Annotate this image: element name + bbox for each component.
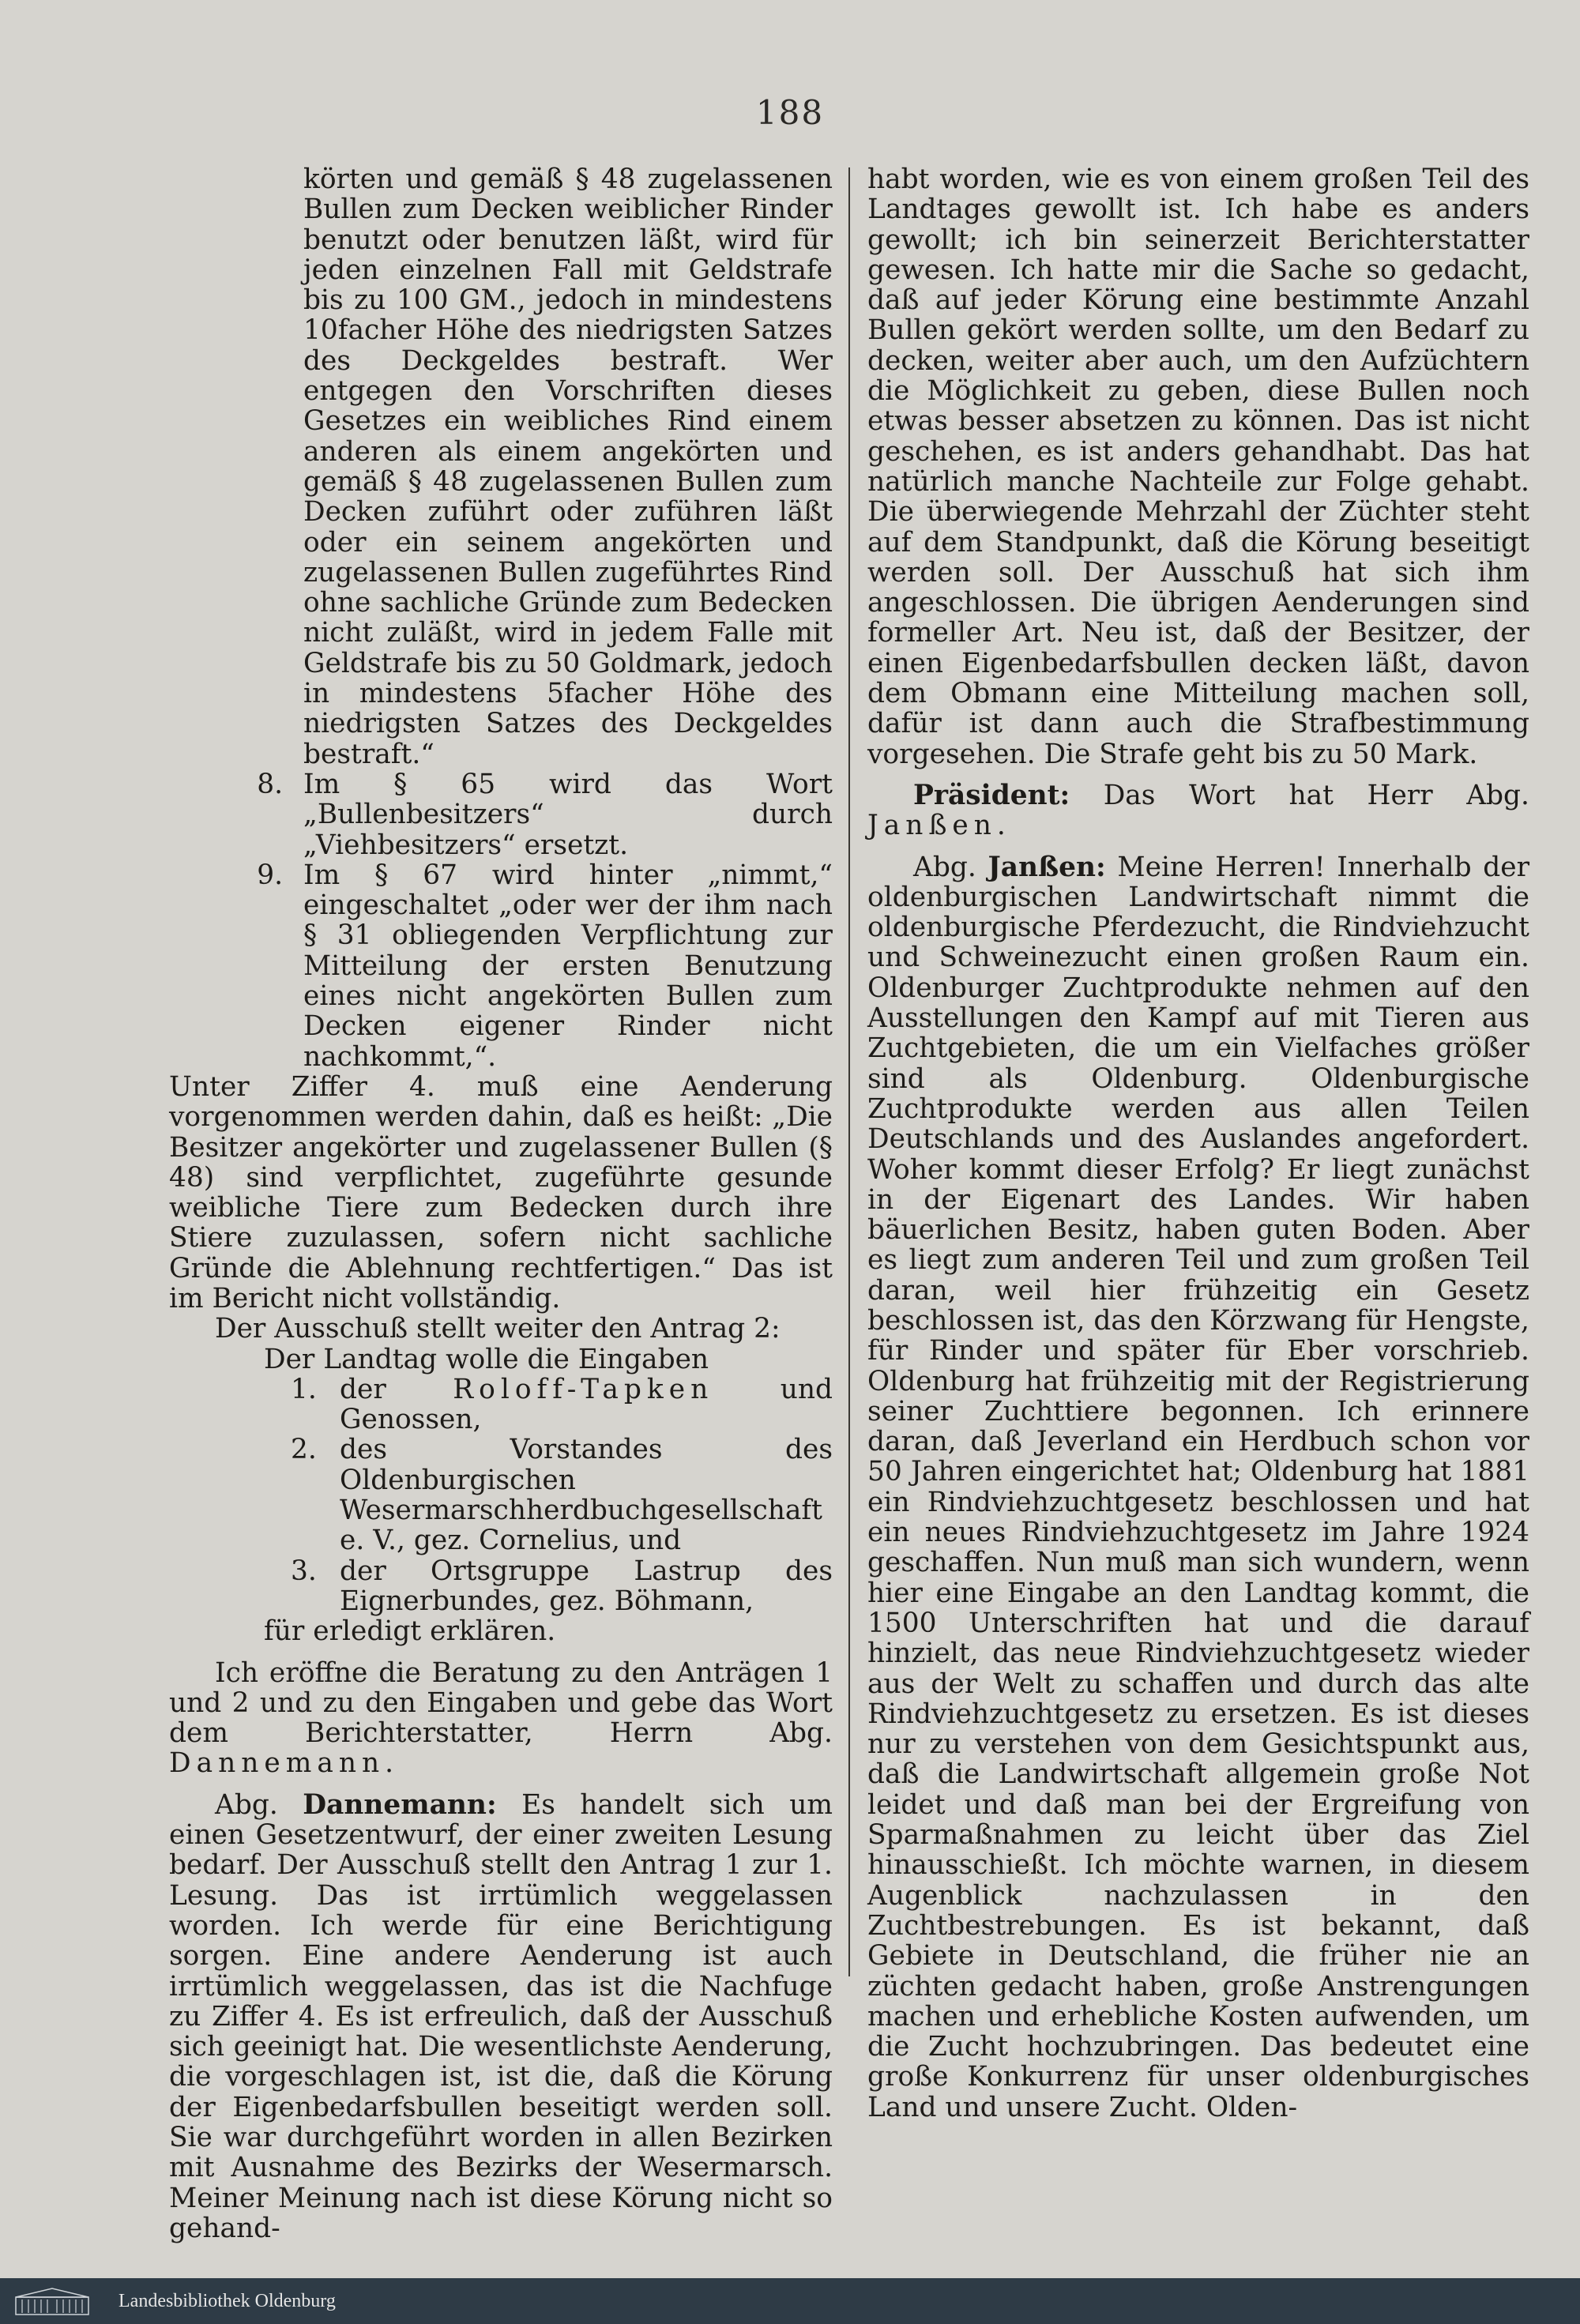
list-number: 2. [291,1434,317,1466]
antrag2-intro: Der Ausschuß stellt weiter den Antrag 2: [215,1313,781,1345]
speaker-prefix: Abg. [215,1788,278,1821]
right-column [867,164,1529,2123]
list-text [340,1374,833,1435]
list-item-9 [169,860,833,1072]
library-name: Landesbibliothek Oldenburg [118,2290,336,2311]
praesident-text: Das Wort hat Herr Abg. [1103,779,1529,811]
speech-text: Meine Herren! Innerhalb der oldenburgischen Landwirtschaft nimmt die oldenburgische Pferdezucht, die Rindviehzucht und Schweinezucht einen großen Raum ein. Oldenburger Zuchtprodukte nehmen auf den Ausstellungen den Kampf auf mit Tieren aus Zuchtgebieten, die um ein Vielfaches größer sind als Oldenburg. Oldenburgische Zuchtprodukte werden aus allen Teilen Deutschlands und des Auslandes angefordert. Woher kommt dieser Erfolg? Er liegt zunächst in der Eigenart des Landes. Wir haben bäuerlichen Besitz, haben guten Boden. Aber es liegt zum anderen Teil und zum großen Teil daran, weil hier frühzeitig ein Gesetz beschlossen ist, das den Körzwang für Hengste, für Rinder und später für Eber vorschrieb. Oldenburg hat frühzeitig mit der Registrierung seiner Zuchttiere begonnen. Ich erinnere daran, daß Jeverland ein Herdbuch schon vor 50 Jahren eingerichtet hat; Oldenburg hat 1881 ein Rindviehzuchtgesetz beschlossen und hat ein neues Rindviehzuchtgesetz im Jahre 1924 geschaffen. Nun muß man sich wundern, wenn hier eine Eingabe an den Landtag kommt, die 1500 Unterschriften hat und die darauf hinzielt, das neue Rindviehzuchtgesetz wieder aus der Welt zu schaffen und durch das alte Rindviehzuchtgesetz zu ersetzen. Es ist dieses nur zu verstehen von dem Gesichtspunkt aus, daß die Landwirtschaft allgemein große Not leidet und daß man bei der Ergreifung von Sparmaßnahmen zu leicht über das Ziel hinausschießt. Ich möchte warnen, in diesem Augenblick nachzulassen in den Zuchtbestrebungen. Es ist bekannt, daß Gebiete in Deutschland, die früher nie an züchten gedacht haben, große Anstrengungen machen und erhebliche Kosten aufwenden, um die Zucht hochzubringen. Das bedeutet eine große Konkurrenz für unser oldenburgisches Land und unsere Zucht. Olden- [867,851,1530,2123]
eingabe-1-name: Roloff-Tapken [453,1373,714,1405]
left-column [169,164,833,2243]
paragraph-eroeffne [169,1658,833,1779]
eingabe-3 [169,1556,833,1617]
list-text: Im § 67 wird hinter „nimmt,“ eingeschaltet „oder wer der ihm nach § 31 obliegenden Verpflichtung zur Mitteilung der ersten Benutzung eines nicht angekörten Bullen zum Decken eigener Rinder nicht nachkommt,“. [303,859,833,1073]
eingabe-1-prefix: der [340,1373,386,1405]
list-item-8 [169,769,833,860]
footer-bar [0,2278,1580,2324]
continuation-paragraph: habt worden, wie es von einem großen Teil des Landtages gewollt ist. Ich habe es anders gewollt; ich bin seinerzeit Berichterstatter gewesen. Ich hatte mir die Sache so gedacht, daß auf jeder Körung eine bestimmte Anzahl Bullen gekört werden sollte, um den Bedarf zu decken, weiter aber auch, um den Aufzüchtern die Möglichkeit zu geben, diese Bullen noch etwas besser absetzen zu können. Das ist nicht geschehen, es ist anders gehandhabt. Das hat natürlich manche Nachteile zur Folge gehabt. Die überwiegende Mehrzahl der Züchter steht auf dem Standpunkt, daß die Körung beseitigt werden soll. Der Ausschuß hat sich ihm angeschlossen. Die übrigen Aenderungen sind formeller Art. Neu ist, daß der Besitzer, der einen Eigenbedarfsbullen decken läßt, davon dem Obmann eine Mitteilung machen soll, dafür ist dann auch die Strafbestimmung vorgesehen. Die Strafe geht bis zu 50 Mark. [867,164,1529,770]
page-number: 188 [755,93,825,132]
list-number: 8. [257,768,283,800]
paragraph-dannemann [169,1790,833,2243]
speech-text: Es handelt sich um einen Gesetzentwurf, der einer zweiten Lesung bedarf. Der Ausschuß stellt den Antrag 1 zur 1. Lesung. Das ist irrtümlich weggelassen worden. Ich werde für eine Berichtigung sorgen. Eine andere Aenderung ist auch irrtümlich weggelassen, das ist die Nachfuge zu Ziffer 4. Es ist erfreulich, daß der Ausschuß sich geeinigt hat. Die wesentlichste Aenderung, die vorgeschlagen ist, ist die, daß die Körung der Eigenbedarfsbullen beseitigt werden soll. Sie war durchgeführt worden in allen Bezirken mit Ausnahme des Bezirks der Wesermarsch. Meiner Meinung nach ist diese Körung nicht so gehand- [169,1788,833,2244]
list-number: 1. [291,1373,317,1405]
list-number: 9. [257,859,283,891]
paragraph-ziffer4: Unter Ziffer 4. muß eine Aenderung vorgenommen werden dahin, daß es heißt: „Die Besitzer angekörter und zugelassener Bullen (§ 48) sind verpflichtet, zugeführte gesunde weibliche Tiere zum Bedecken durch ihre Stiere zuzulassen, sofern nicht sachliche Gründe die Ablehnung rechtfertigen.“ Das ist im Bericht nicht vollständig. [169,1070,833,1314]
eingabe-1 [169,1374,833,1435]
eroeffne-text: Ich eröffne die Beratung zu den Anträgen 1 und 2 und zu den Eingaben und gebe das Wort dem Berichterstatter, Herrn Abg. [169,1657,833,1750]
list-text: der Ortsgruppe Lastrup des Eignerbundes, gez. Böhmann, [340,1555,833,1617]
eingabe-2 [169,1435,833,1555]
speaker-name: Dannemann: [303,1788,497,1821]
list-text: des Vorstandes des Oldenburgischen Wesermarschherdbuchgesellschaft e. V., gez. Cornelius, und [340,1434,833,1557]
speaker-prefix: Abg. [913,851,976,883]
column-divider [848,167,850,1976]
paragraph-janssen [867,852,1529,2123]
speaker-name: Janßen: [988,851,1106,883]
antrag2-line: Der Landtag wolle die Eingaben [264,1343,709,1375]
eingabe-1-suffix: und Genossen, [340,1373,833,1436]
praesident-name: Janßen. [867,810,1011,842]
quote-block-1: körten und gemäß § 48 zugelassenen Bullen zum Decken weiblicher Rinder benutzt oder benutzen läßt, wird für jeden einzelnen Fall mit Geldstrafe bis zu 100 GM., jedoch in mindestens 10facher Höhe des niedrigsten Satzes des Deckgeldes bestraft. Wer entgegen den Vorschriften dieses Gesetzes ein weibliches Rind einem anderen als einem angekörten und gemäß § 48 zugelassenen Bullen zum Decken zuführt oder zuführen läßt oder ein seinem angekörten und zugelassenen Bullen zugeführtes Rind ohne sachliche Gründe zum Bedecken nicht zuläßt, wird in jedem Falle mit Geldstrafe bis zu 50 Goldmark, jedoch in mindestens 5facher Höhe des niedrigsten Satzes des Deckgeldes bestraft.“ [303,164,833,770]
list-number: 3. [291,1555,317,1587]
list-text: Im § 65 wird das Wort „Bullenbesitzers“ durch „Viehbesitzers“ ersetzt. [303,768,833,861]
erledigt-line: für erledigt erklären. [264,1615,556,1648]
paragraph-praesident [867,780,1529,841]
eroeffne-name: Dannemann. [169,1747,400,1780]
speaker-name: Präsident: [913,779,1070,811]
library-building-icon [14,2286,90,2316]
